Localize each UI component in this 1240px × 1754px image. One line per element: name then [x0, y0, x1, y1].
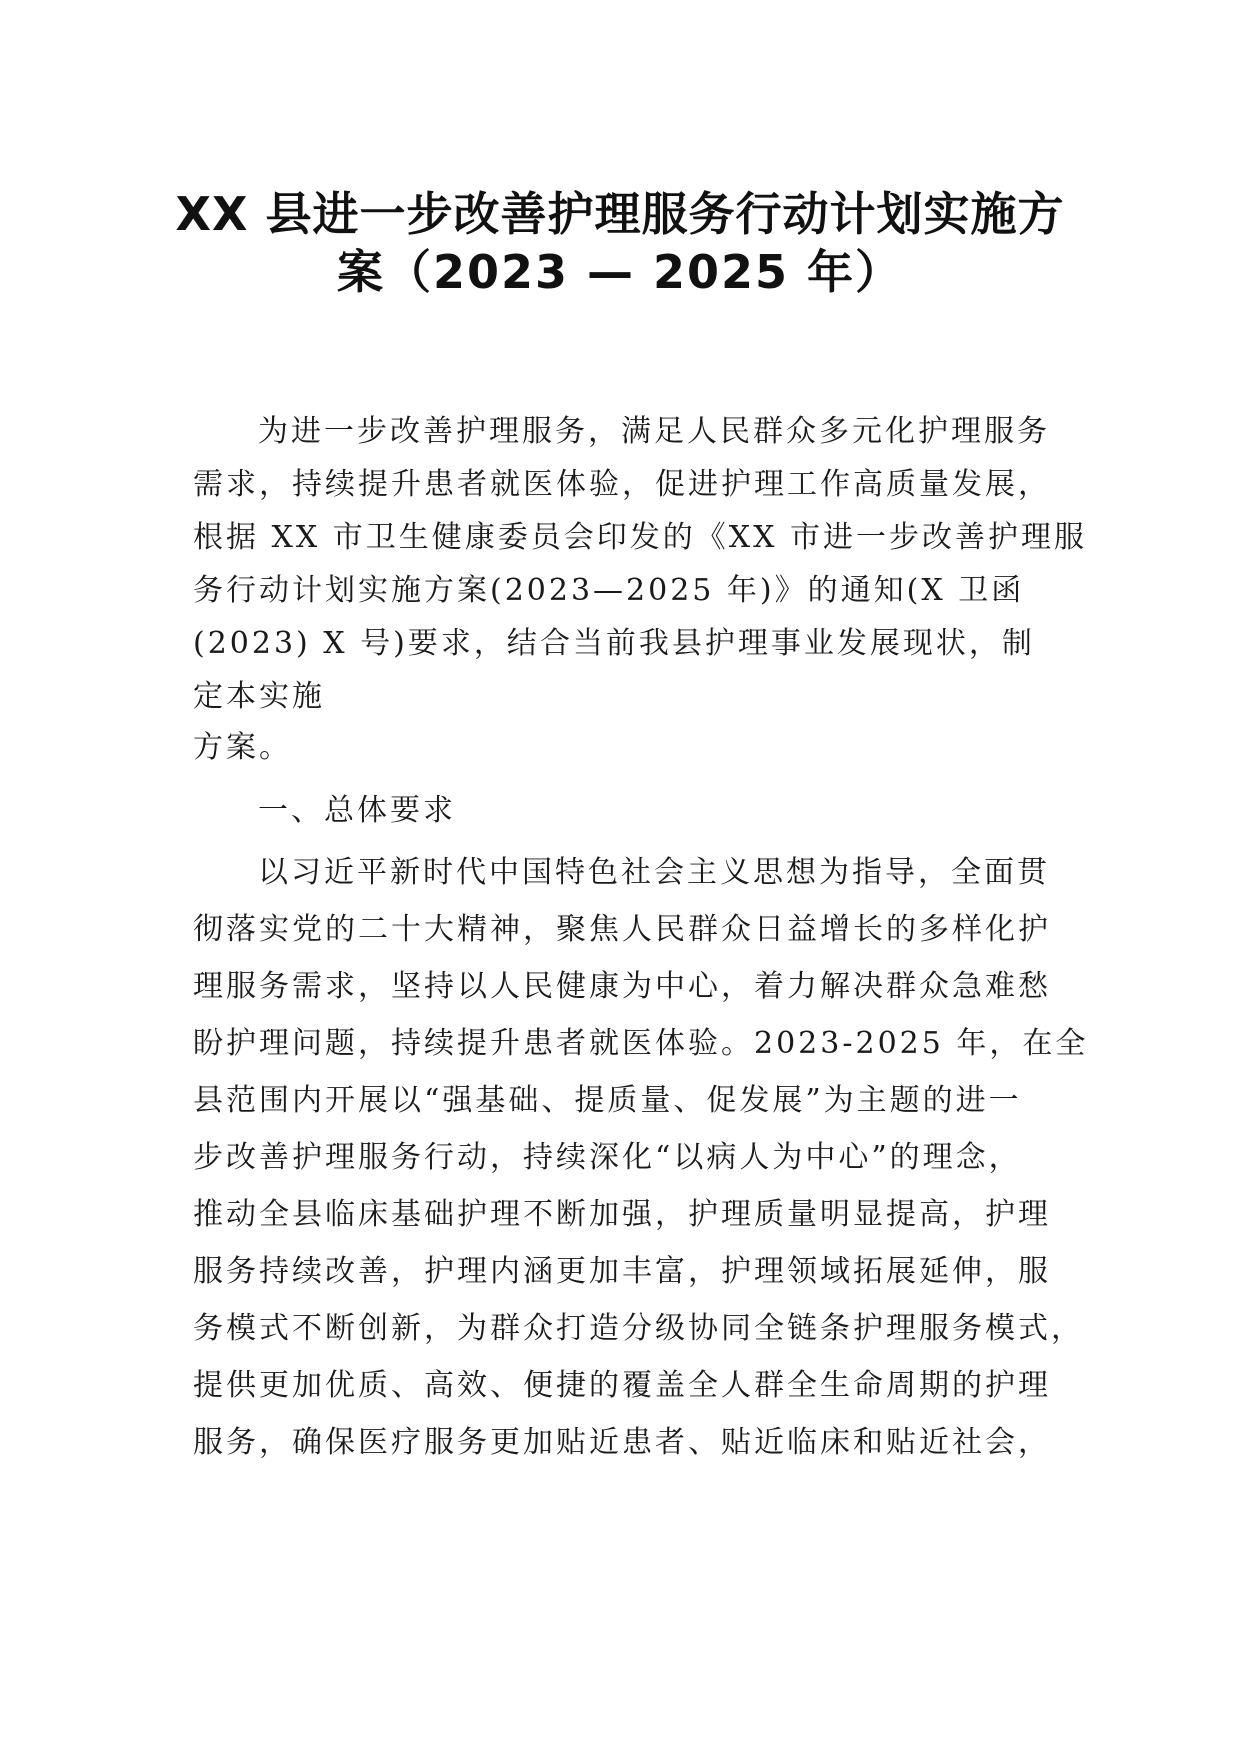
- section-line-8: 服务持续改善，护理内涵更加丰富，护理领域拓展延伸，服: [193, 1254, 1051, 1289]
- section-line-3: 理服务需求，坚持以人民健康为中心，着力解决群众急难愁: [193, 969, 1051, 1004]
- intro-line-3: 根据 XX 市卫生健康委员会印发的《XX 市进一步改善护理服: [193, 520, 1088, 555]
- section-line-2: 彻落实党的二十大精神，聚焦人民群众日益增长的多样化护: [193, 912, 1051, 947]
- intro-line-4: 务行动计划实施方案(2023—2025 年)》的通知(X 卫函: [193, 573, 1025, 608]
- intro-line-2: 需求，持续提升患者就医体验，促进护理工作高质量发展，: [193, 467, 1051, 502]
- section-line-5: 县范围内开展以“强基础、提质量、促发展”为主题的进一: [193, 1083, 1022, 1118]
- intro-line-5: (2023) X 号)要求，结合当前我县护理事业发展现状，制: [193, 626, 1035, 661]
- section-line-1: 以习近平新时代中国特色社会主义思想为指导，全面贯: [258, 855, 1050, 890]
- intro-line-7: 方案。: [193, 730, 292, 765]
- section-line-9: 务模式不断创新，为群众打造分级协同全链条护理服务模式，: [193, 1311, 1084, 1346]
- intro-line-1: 为进一步改善护理服务，满足人民群众多元化护理服务: [258, 414, 1050, 449]
- section-line-4: 盼护理问题，持续提升患者就医体验。2023-2025 年，在全: [193, 1026, 1089, 1061]
- section-line-11: 服务，确保医疗服务更加贴近患者、贴近临床和贴近社会，: [193, 1425, 1051, 1460]
- section-heading: 一、总体要求: [258, 793, 456, 828]
- document-title-line-2: 案（2023 — 2025 年）: [336, 245, 904, 299]
- section-line-6: 步改善护理服务行动，持续深化“以病人为中心”的理念，: [193, 1140, 1022, 1175]
- section-line-7: 推动全县临床基础护理不断加强，护理质量明显提高，护理: [193, 1197, 1051, 1232]
- section-line-10: 提供更加优质、高效、便捷的覆盖全人群全生命周期的护理: [193, 1368, 1051, 1403]
- document-title-line-1: XX 县进一步改善护理服务行动计划实施方: [175, 187, 1065, 241]
- intro-line-6: 定本实施: [193, 679, 325, 714]
